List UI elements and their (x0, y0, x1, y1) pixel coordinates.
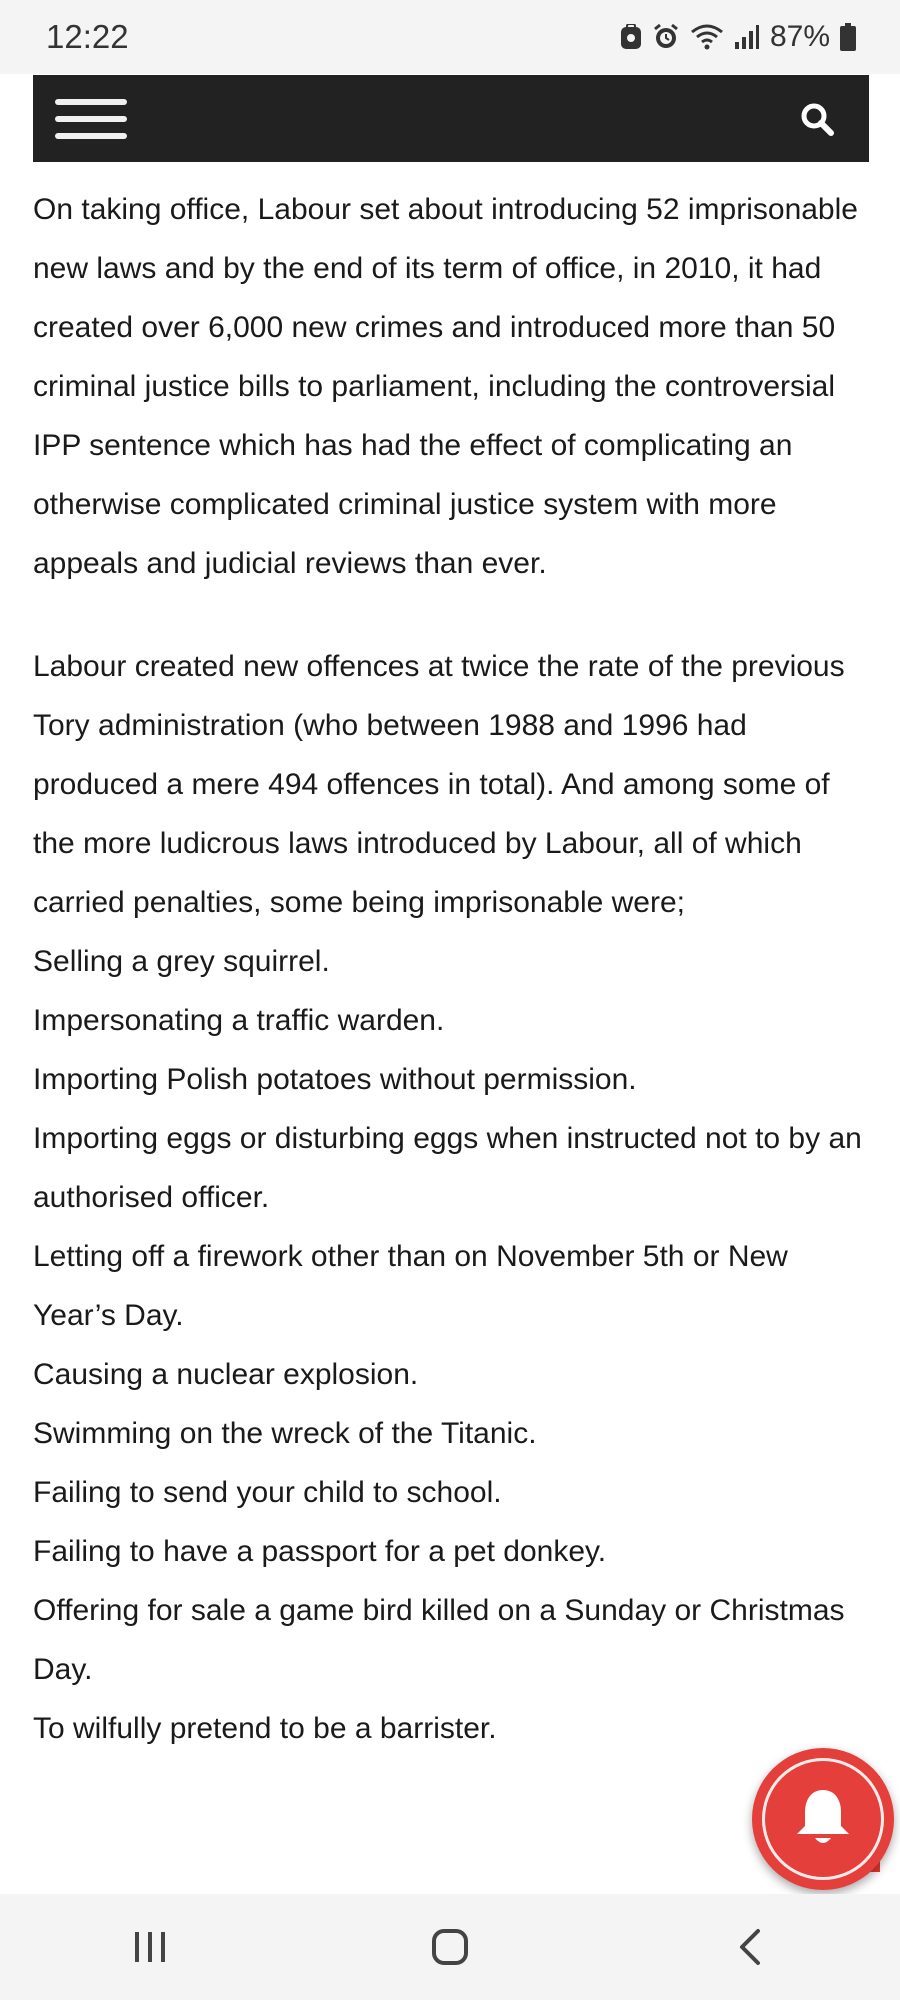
battery-icon (840, 23, 856, 51)
list-item: Importing eggs or disturbing eggs when instructed not to by an authorised officer. (33, 1122, 862, 1214)
status-icons (620, 20, 856, 54)
search-icon[interactable] (799, 101, 835, 137)
signal-icon (734, 24, 760, 50)
list-item: Offering for sale a game bird killed on a Sunday or Christmas Day. (33, 1594, 845, 1686)
article-paragraph: On taking office, Labour set about introducing 52 imprisonable new laws and by the end of its term of office, in 2010, it had created over 6,000 new crimes and introduced more than 50 criminal justice bills to parliament, including the controversial IPP sentence which has had the effect of complicating an otherwise complicated criminal justice system with more appeals and judicial reviews than ever. (33, 193, 858, 580)
list-item: Failing to have a passport for a pet donkey. (33, 1535, 607, 1568)
status-bar (0, 0, 900, 74)
recent-apps-icon[interactable] (90, 1907, 210, 1987)
article-body (33, 180, 878, 1758)
list-item: Letting off a firework other than on November 5th or New Year’s Day. (33, 1240, 788, 1332)
list-item: Selling a grey squirrel. (33, 945, 330, 978)
notification-bell-button[interactable] (752, 1748, 894, 1890)
bell-icon (793, 1786, 853, 1855)
back-icon[interactable] (690, 1907, 810, 1987)
system-nav-bar (0, 1894, 900, 2000)
laws-list (33, 932, 878, 1758)
battery-percent: 87% (769, 20, 830, 53)
list-item: Causing a nuclear explosion. (33, 1358, 419, 1391)
hamburger-menu-icon[interactable] (55, 96, 127, 142)
alarm-icon (652, 23, 680, 51)
article-paragraph: Labour created new offences at twice the rate of the previous Tory administration (who between 1988 and 1996 had produced a mere 494 offences in total). And among some of the more ludicrous laws introduced by Labour, all of which carried penalties, some being imprisonable were; (33, 650, 845, 919)
list-item: Swimming on the wreck of the Titanic. (33, 1417, 537, 1450)
list-item: Impersonating a traffic warden. (33, 1004, 445, 1037)
list-item: Failing to send your child to school. (33, 1476, 502, 1509)
list-item: To wilfully pretend to be a barrister. (33, 1712, 497, 1745)
wifi-icon (690, 23, 724, 51)
site-navbar (33, 75, 869, 162)
home-icon[interactable] (390, 1907, 510, 1987)
lock-status-icon (620, 24, 642, 50)
list-item: Importing Polish potatoes without permission. (33, 1063, 637, 1096)
status-time: 12:22 (46, 18, 129, 55)
